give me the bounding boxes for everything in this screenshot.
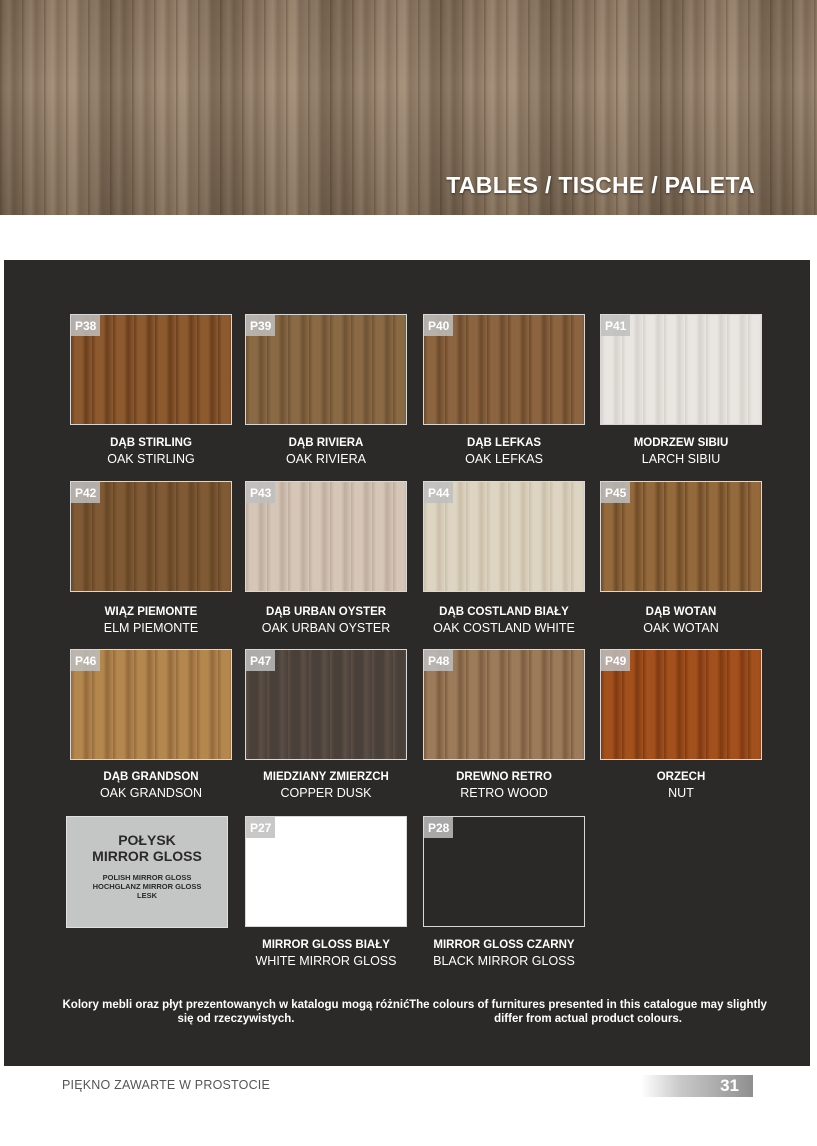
swatch-code: P41	[601, 315, 630, 336]
swatch-name-en: BLACK MIRROR GLOSS	[433, 954, 575, 968]
mirror-gloss-info-box	[66, 816, 228, 928]
swatch-name-en: OAK STIRLING	[107, 452, 195, 466]
swatch-code: P42	[71, 482, 100, 503]
swatch-p41	[600, 314, 762, 425]
swatch-label	[591, 604, 771, 636]
swatch-name-pl: MIRROR GLOSS BIAŁY	[262, 939, 390, 951]
swatch-code: P39	[246, 315, 275, 336]
swatch-label	[414, 937, 594, 969]
swatch-label	[414, 435, 594, 467]
swatch-label	[61, 435, 241, 467]
swatch-p42	[70, 481, 232, 592]
swatch-name-pl: DĄB LEFKAS	[466, 437, 542, 449]
gloss-sub-2: HOCHGLANZ MIRROR GLOSS	[92, 882, 202, 891]
swatch-p48	[423, 649, 585, 760]
swatch-name-pl: WIĄZ PIEMONTE	[104, 606, 198, 618]
note-en: The colours of furnitures presented in this catalogue may slightly differ from actual product colours.	[409, 999, 767, 1025]
swatch-p45	[600, 481, 762, 592]
swatch-p47	[245, 649, 407, 760]
swatch-name-pl: DĄB WOTAN	[645, 606, 717, 618]
swatch-name-en: RETRO WOOD	[460, 786, 548, 800]
swatch-label	[236, 604, 416, 636]
swatch-label	[61, 769, 241, 801]
swatch-name-pl: MIRROR GLOSS CZARNY	[433, 939, 575, 951]
footer-slogan: PIĘKNO ZAWARTE W PROSTOCIE	[62, 1078, 271, 1092]
swatch-label	[414, 604, 594, 636]
swatch-p38	[70, 314, 232, 425]
swatch-name-en: NUT	[668, 786, 694, 800]
swatch-name-pl: DĄB RIVIERA	[288, 437, 364, 449]
swatch-label	[236, 769, 416, 801]
swatch-name-en: LARCH SIBIU	[641, 452, 721, 466]
swatch-name-pl: MODRZEW SIBIU	[633, 437, 729, 449]
swatch-label	[414, 769, 594, 801]
swatch-p40	[423, 314, 585, 425]
gloss-sub-1: POLISH MIRROR GLOSS	[102, 873, 192, 882]
swatch-label	[591, 435, 771, 467]
page-title: TABLES / TISCHE / PALETA	[446, 172, 755, 198]
swatch-name-pl: MIEDZIANY ZMIERZCH	[263, 771, 389, 783]
swatch-label	[236, 435, 416, 467]
note-pl: Kolory mebli oraz płyt prezentowanych w katalogu mogą różnić się od rzeczywistych.	[62, 999, 410, 1025]
page-number: 31	[720, 1076, 739, 1095]
swatch-p43	[245, 481, 407, 592]
page-number-box	[641, 1075, 753, 1097]
header-wood-banner	[0, 0, 817, 215]
swatch-name-en: OAK GRANDSON	[99, 786, 203, 800]
swatch-name-en: WHITE MIRROR GLOSS	[255, 954, 397, 968]
swatch-p49	[600, 649, 762, 760]
swatch-code: P47	[246, 650, 275, 671]
swatch-code: P40	[424, 315, 453, 336]
swatch-name-pl: DĄB URBAN OYSTER	[265, 606, 387, 618]
swatch-name-en: COPPER DUSK	[280, 786, 372, 800]
swatch-code: P43	[246, 482, 275, 503]
swatch-code: P27	[246, 817, 275, 838]
swatch-name-pl: DREWNO RETRO	[456, 771, 552, 783]
swatch-name-en: OAK WOTAN	[643, 621, 719, 635]
swatch-name-pl: DĄB STIRLING	[110, 437, 192, 449]
swatch-code: P44	[424, 482, 453, 503]
swatch-code: P45	[601, 482, 630, 503]
swatch-label	[61, 604, 241, 636]
swatch-p39	[245, 314, 407, 425]
gloss-sub-3: LESK	[136, 891, 157, 900]
swatch-code: P49	[601, 650, 630, 671]
swatch-name-pl: DĄB GRANDSON	[103, 771, 199, 783]
swatch-p46	[70, 649, 232, 760]
swatch-name-pl: ORZECH	[656, 771, 706, 783]
swatch-p44	[423, 481, 585, 592]
swatch-code: P38	[71, 315, 100, 336]
swatch-label	[591, 769, 771, 801]
swatch-p28	[423, 816, 585, 927]
gloss-title-pl: POŁYSK	[118, 832, 176, 848]
swatch-name-en: OAK COSTLAND WHITE	[433, 621, 575, 635]
swatch-name-pl: DĄB COSTLAND BIAŁY	[439, 606, 569, 618]
swatch-name-en: OAK URBAN OYSTER	[261, 621, 391, 635]
swatch-code: P46	[71, 650, 100, 671]
swatch-code: P28	[424, 817, 453, 838]
swatch-p27	[245, 816, 407, 927]
swatch-name-en: ELM PIEMONTE	[103, 621, 199, 635]
swatch-code: P48	[424, 650, 453, 671]
swatch-name-en: OAK LEFKAS	[465, 452, 543, 466]
gloss-title-en: MIRROR GLOSS	[92, 848, 202, 864]
swatch-label	[236, 937, 416, 969]
swatch-name-en: OAK RIVIERA	[286, 452, 366, 466]
